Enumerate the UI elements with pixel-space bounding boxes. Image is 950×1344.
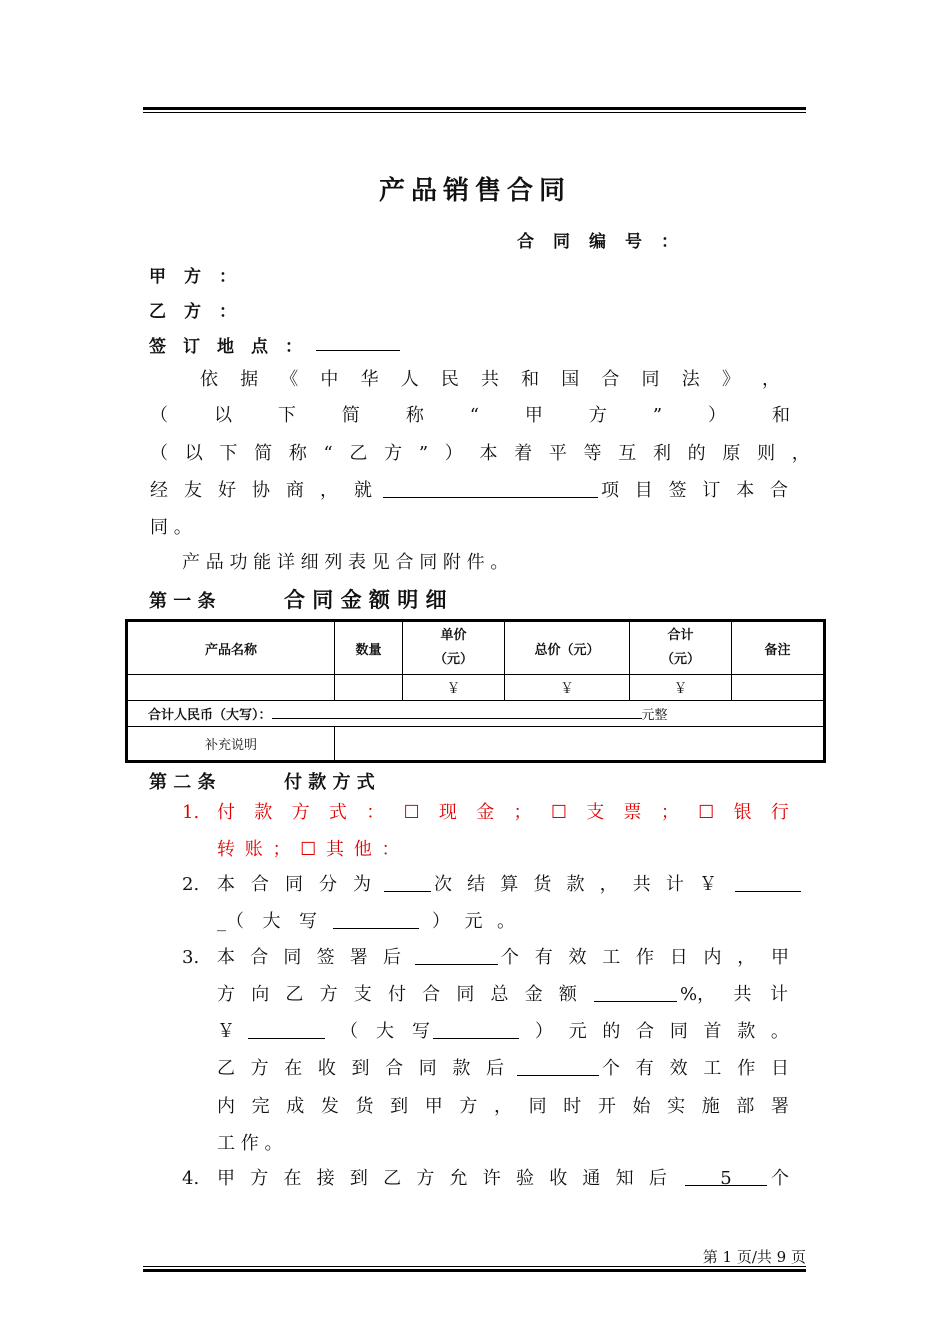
- contract-number-label: 合同编号：: [517, 232, 697, 252]
- char: ）: [444, 443, 463, 464]
- char: 就: [354, 480, 372, 501]
- percentage-blank[interactable]: [594, 983, 677, 1002]
- char: 项: [601, 480, 619, 501]
- char: 后: [382, 947, 401, 968]
- char: 以: [213, 405, 232, 426]
- char: 着: [514, 443, 533, 464]
- char: 》: [721, 369, 740, 390]
- char: 方: [384, 443, 403, 464]
- char: 工: [703, 1058, 722, 1079]
- char: 方: [459, 1096, 478, 1117]
- char: 中: [320, 369, 339, 390]
- char: 向: [251, 984, 270, 1005]
- cell-remarks[interactable]: [732, 675, 824, 701]
- char: 共: [632, 874, 651, 895]
- char: 在: [283, 1168, 302, 1189]
- char: 甲: [217, 1168, 235, 1189]
- char: 许: [482, 1168, 501, 1189]
- header-subtotal: 合计 （元）: [630, 622, 732, 675]
- item-2-line-2: [217, 910, 617, 934]
- char: 实: [667, 1096, 686, 1117]
- char: 署: [349, 947, 368, 968]
- char: 元: [568, 1021, 587, 1042]
- header-product-name: 产品名称: [128, 622, 335, 675]
- char: 个: [501, 947, 519, 968]
- intro-line-4: [150, 479, 790, 503]
- char: 乙: [383, 1168, 402, 1189]
- char: 元: [464, 911, 483, 932]
- intro-line-1: [200, 368, 780, 392]
- project-name-blank[interactable]: [383, 479, 598, 498]
- char: 的: [602, 1021, 621, 1042]
- char: 到: [390, 1096, 409, 1117]
- char: 同: [669, 1021, 688, 1042]
- item-3-line-4: [217, 1057, 789, 1081]
- footer-rule-thick: [143, 1269, 806, 1272]
- char: ；: [513, 802, 532, 823]
- char: 以: [184, 443, 203, 464]
- first-payment-blank[interactable]: [248, 1020, 325, 1039]
- char: 算: [500, 874, 519, 895]
- intro-line-5: 同 。: [150, 517, 192, 538]
- char: 署: [771, 1096, 789, 1117]
- char: ☐: [698, 802, 715, 823]
- char: ：: [366, 802, 385, 823]
- char: 的: [687, 443, 706, 464]
- header-rule-thick: [143, 107, 806, 110]
- item-2-line-1: [217, 873, 807, 897]
- char: 为: [353, 874, 371, 895]
- char: ，: [761, 369, 780, 390]
- char: 原: [722, 443, 741, 464]
- char: ，: [599, 874, 618, 895]
- char: 和: [521, 369, 540, 390]
- char: 大: [376, 1021, 394, 1042]
- char: 简: [341, 405, 360, 426]
- char: 同: [528, 1096, 547, 1117]
- intro-line-2: [150, 404, 790, 428]
- char: _（: [217, 911, 244, 932]
- char: 内: [217, 1096, 235, 1117]
- char: 验: [515, 1168, 534, 1189]
- char: 互: [618, 443, 637, 464]
- item-3-line-5: [217, 1095, 789, 1119]
- char: 作: [636, 947, 654, 968]
- char: 甲: [524, 405, 543, 426]
- char: （: [150, 405, 168, 426]
- char: 开: [597, 1096, 616, 1117]
- char: 好: [218, 480, 236, 501]
- char: （: [150, 443, 168, 464]
- sign-place-blank[interactable]: [316, 350, 400, 351]
- char: 货: [355, 1096, 374, 1117]
- char: 有: [635, 1058, 654, 1079]
- char: 甲: [424, 1096, 443, 1117]
- cell-unit-price[interactable]: ￥: [403, 675, 505, 701]
- char: 本: [217, 874, 235, 895]
- footer-rule-thin: [143, 1266, 806, 1267]
- char: 据: [240, 369, 259, 390]
- supplement-label: 补充说明: [128, 727, 335, 761]
- char: 协: [252, 480, 270, 501]
- char: ）: [432, 911, 450, 932]
- amount-table: [127, 621, 824, 761]
- total-amount-row: [128, 701, 824, 727]
- header-unit-price: 单价 （元）: [403, 622, 505, 675]
- amount-in-words-blank[interactable]: [333, 910, 419, 929]
- char: 收: [317, 1058, 336, 1079]
- char: 允: [449, 1168, 468, 1189]
- char: 首: [703, 1021, 722, 1042]
- supplement-field[interactable]: [335, 727, 824, 761]
- char: 下: [277, 405, 296, 426]
- char: 次: [434, 874, 452, 895]
- intro-line-3: [150, 442, 810, 466]
- char: 合: [422, 984, 441, 1005]
- char: 共: [480, 369, 499, 390]
- first-payment-words-blank[interactable]: [433, 1020, 519, 1039]
- char: 。: [497, 911, 515, 932]
- char: 同: [283, 947, 302, 968]
- char: 在: [284, 1058, 303, 1079]
- char: ☐: [403, 802, 420, 823]
- intro-line-6: 产 品 功 能 详 细 列 表 见 合 同 附 件 。: [182, 552, 509, 573]
- char: 乙: [349, 443, 368, 464]
- header-rule-thin: [143, 112, 806, 113]
- char: 签: [668, 480, 687, 501]
- total-amount-label: 合计人民币（大写）：: [148, 708, 272, 723]
- char: 同: [641, 369, 660, 390]
- char: 付: [217, 802, 235, 823]
- char: 日: [669, 947, 688, 968]
- char: ）: [535, 1021, 553, 1042]
- char: 合: [385, 1058, 404, 1079]
- char: ☐: [550, 802, 567, 823]
- total-amount-suffix: 元整: [641, 708, 668, 723]
- cell-product-name[interactable]: [128, 675, 335, 701]
- char: 法: [681, 369, 700, 390]
- char: 有: [534, 947, 553, 968]
- article-1-title: 合 同 金 额 明 细: [284, 588, 447, 612]
- header-remarks: 备注: [732, 622, 824, 675]
- char: 大: [262, 911, 281, 932]
- char: 合: [250, 947, 269, 968]
- char: ”: [652, 405, 663, 426]
- char: 目: [634, 480, 653, 501]
- header-total-price: 总价（元）: [505, 622, 630, 675]
- char: 通: [582, 1168, 601, 1189]
- char: 合: [601, 369, 620, 390]
- char: 款: [737, 1021, 756, 1042]
- char: 利: [652, 443, 671, 464]
- char: 本: [736, 480, 755, 501]
- cell-total-price[interactable]: ￥: [505, 675, 630, 701]
- char: 收: [549, 1168, 568, 1189]
- char: 方: [250, 1058, 269, 1079]
- char: 付: [387, 984, 406, 1005]
- item-3-number: 3.: [182, 947, 200, 968]
- char: 金: [476, 802, 495, 823]
- char: 时: [563, 1096, 582, 1117]
- acceptance-days-field[interactable]: 5: [685, 1167, 767, 1186]
- char: 合: [251, 874, 269, 895]
- char: 方: [250, 1168, 269, 1189]
- char: 人: [400, 369, 419, 390]
- installment-count-blank[interactable]: [384, 873, 431, 892]
- char: 作: [737, 1058, 756, 1079]
- char: 银: [733, 802, 752, 823]
- char: 国: [561, 369, 580, 390]
- char: 总: [490, 984, 509, 1005]
- workdays-blank-2[interactable]: [517, 1057, 599, 1076]
- char: 式: [328, 802, 347, 823]
- total-amount-blank[interactable]: [272, 705, 642, 719]
- char: （: [340, 1021, 358, 1042]
- char: 到: [349, 1168, 368, 1189]
- char: 计: [769, 984, 788, 1005]
- char: 方: [319, 984, 338, 1005]
- char: 后: [648, 1168, 667, 1189]
- header-quantity: 数量: [335, 622, 403, 675]
- char: 平: [548, 443, 567, 464]
- char: 支: [353, 984, 372, 1005]
- char: 本: [217, 947, 235, 968]
- char: 效: [568, 947, 587, 968]
- char: 款: [452, 1058, 471, 1079]
- char: 金: [524, 984, 543, 1005]
- char: 计: [665, 874, 684, 895]
- char: 合: [636, 1021, 655, 1042]
- char: 知: [615, 1168, 634, 1189]
- char: 同: [456, 984, 475, 1005]
- char: 经: [150, 480, 168, 501]
- char: 简: [254, 443, 273, 464]
- char: 效: [669, 1058, 688, 1079]
- item-4-line-1: [217, 1167, 789, 1191]
- char: ”: [418, 443, 429, 464]
- char: 《: [280, 369, 299, 390]
- char: 款: [254, 802, 273, 823]
- char: 同: [418, 1058, 437, 1079]
- sign-place-label: 签订地点：: [149, 337, 319, 357]
- item-3-line-2: [217, 983, 789, 1007]
- char: 成: [286, 1096, 305, 1117]
- char: 签: [316, 947, 335, 968]
- char: 写: [299, 911, 317, 932]
- char: 订: [702, 480, 721, 501]
- item-2-number: 2.: [182, 874, 200, 895]
- char: %，: [680, 984, 716, 1005]
- char: 合: [769, 480, 788, 501]
- char: ，: [494, 1096, 512, 1117]
- char: 。: [770, 1021, 789, 1042]
- char: 货: [533, 874, 552, 895]
- char: 乙: [285, 984, 304, 1005]
- char: 票: [623, 802, 642, 823]
- char: 款: [566, 874, 585, 895]
- item-4-number: 4.: [182, 1168, 200, 1189]
- party-b-label: 乙方：: [149, 302, 254, 322]
- char: 和: [771, 405, 790, 426]
- char: 写: [412, 1021, 430, 1042]
- char: 施: [701, 1096, 720, 1117]
- char: 则: [757, 443, 776, 464]
- char: 本: [479, 443, 498, 464]
- char: 发: [320, 1096, 339, 1117]
- document-title: 产品销售合同: [378, 176, 571, 206]
- char: “: [323, 443, 333, 464]
- char: 部: [736, 1096, 755, 1117]
- page-number: 第 1 页/共 9 页: [702, 1248, 806, 1266]
- char: ，: [737, 947, 756, 968]
- payment-methods-line-2[interactable]: 转 账 ； ☐ 其 他 ：: [217, 839, 400, 860]
- char: 始: [632, 1096, 651, 1117]
- article-1-number: 第 一 条: [149, 591, 216, 612]
- char: 现: [438, 802, 457, 823]
- workdays-blank-1[interactable]: [415, 946, 498, 965]
- cell-subtotal[interactable]: ￥: [630, 675, 732, 701]
- char: 支: [586, 802, 605, 823]
- char: 称: [288, 443, 307, 464]
- char: 商: [286, 480, 304, 501]
- char: 华: [360, 369, 379, 390]
- item-3-line-3: ￥ （ 大 写 ） 元 的 合 同 首 款 。: [217, 1021, 789, 1042]
- char: 共: [733, 984, 752, 1005]
- char: 后: [486, 1058, 504, 1079]
- char: 等: [583, 443, 602, 464]
- char: 方: [416, 1168, 435, 1189]
- char: “: [469, 405, 479, 426]
- char: 下: [219, 443, 238, 464]
- total-amount-field[interactable]: [735, 873, 801, 892]
- char: 甲: [771, 947, 789, 968]
- party-a-label: 甲方：: [149, 267, 254, 287]
- cell-quantity[interactable]: [335, 675, 403, 701]
- char: 日: [770, 1058, 789, 1079]
- char: ）: [707, 405, 726, 426]
- article-2-title: 付 款 方 式: [284, 772, 375, 793]
- char: ，: [320, 480, 338, 501]
- char: 友: [184, 480, 202, 501]
- char: 到: [351, 1058, 370, 1079]
- payment-methods-line-1[interactable]: [217, 801, 789, 825]
- char: 结: [467, 874, 486, 895]
- char: 同: [285, 874, 303, 895]
- char: 方: [291, 802, 310, 823]
- char: 分: [319, 874, 337, 895]
- char: 行: [770, 802, 789, 823]
- char: 工: [602, 947, 621, 968]
- char: ；: [660, 802, 679, 823]
- item-3-line-1: [217, 946, 789, 970]
- char: 乙: [217, 1058, 235, 1079]
- char: ，: [791, 443, 810, 464]
- article-2-number: 第 二 条: [149, 772, 216, 793]
- char: 个: [602, 1058, 620, 1079]
- item-1-number: 1.: [182, 802, 200, 823]
- char: 完: [251, 1096, 270, 1117]
- char: ￥: [699, 874, 717, 895]
- char: 方: [588, 405, 607, 426]
- char: 方: [217, 984, 235, 1005]
- item-4-unit: 个: [771, 1168, 789, 1189]
- char: 内: [703, 947, 722, 968]
- char: 称: [405, 405, 424, 426]
- char: 额: [558, 984, 577, 1005]
- item-3-line-6: 工 作 。: [217, 1133, 283, 1154]
- char: 依: [200, 369, 218, 390]
- char: 接: [316, 1168, 335, 1189]
- char: 民: [440, 369, 459, 390]
